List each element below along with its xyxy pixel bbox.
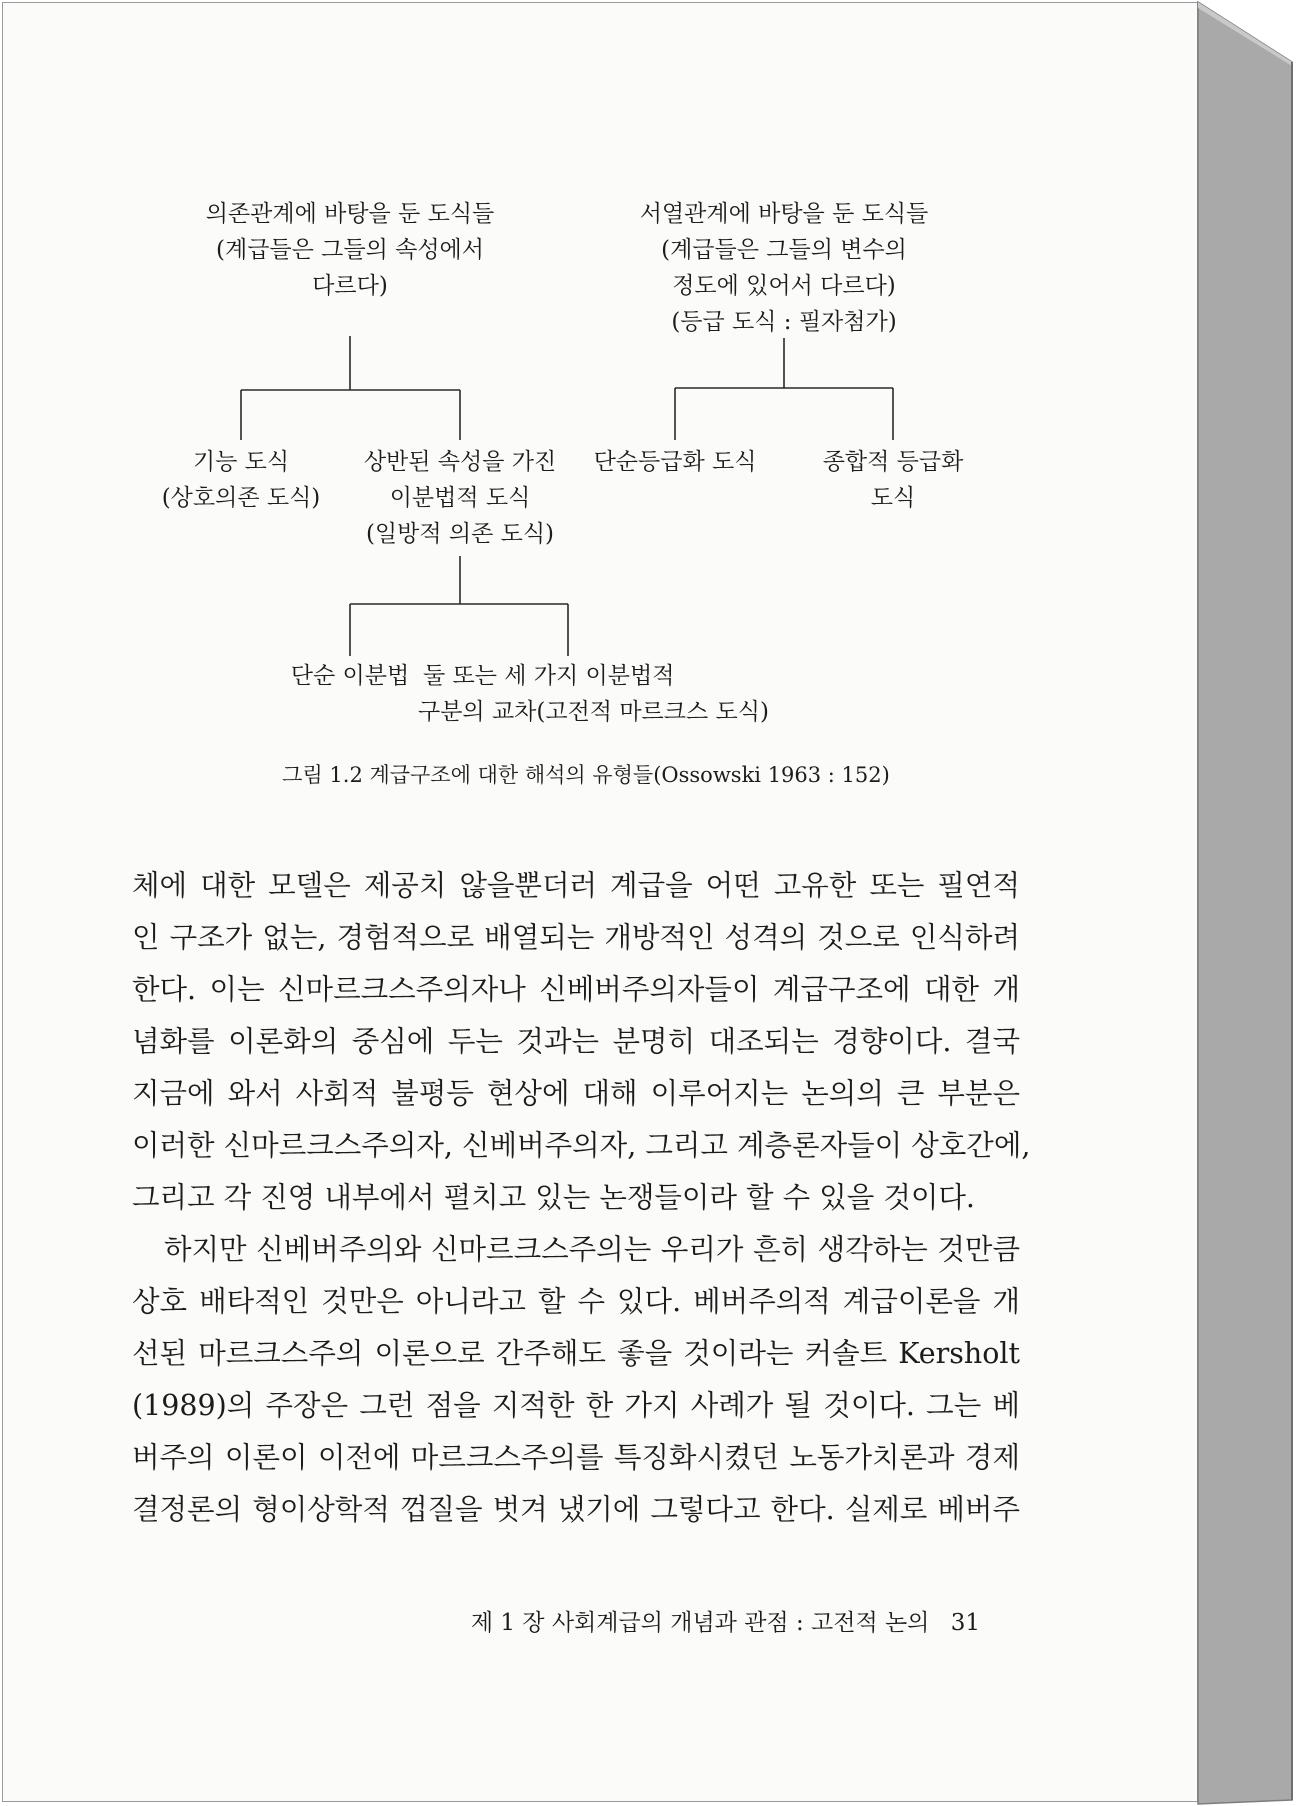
body-line-12: 버주의 이론이 이전에 마르크스주의를 특징화시켰던 노동가치론과 경제 xyxy=(132,1441,1020,1474)
body-line-10: 선된 마르크스주의 이론으로 간주해도 좋을 것이라는 커솔트 Kersholt xyxy=(132,1337,1020,1370)
simple-dichotomy-line-1: 단순 이분법 xyxy=(290,663,410,689)
synthetic-gradation-line-1: 종합적 등급화 xyxy=(822,449,964,475)
body-line-2: 인 구조가 없는, 경험적으로 배열되는 개방적인 성격의 것으로 인식하려 xyxy=(132,921,1020,954)
body-line-9: 상호 배타적인 것만은 아니라고 할 수 있다. 베버주의적 계급이론을 개 xyxy=(132,1285,1020,1318)
dichotomous-line-1: 상반된 속성을 가진 xyxy=(363,449,557,475)
dichotomous-node xyxy=(350,444,570,552)
page-footer xyxy=(440,1606,980,1640)
body-line-4: 념화를 이론화의 중심에 두는 것과는 분명히 대조되는 경향이다. 결국 xyxy=(132,1025,1020,1058)
body-line-13: 결정론의 형이상학적 껍질을 벗겨 냈기에 그렇다고 한다. 실제로 베버주 xyxy=(132,1493,1020,1526)
top-right-line-3: 정도에 있어서 다르다) xyxy=(672,273,896,299)
top-left-node xyxy=(180,196,520,304)
functional-line-2: (상호의존 도식) xyxy=(161,485,321,511)
top-left-line-2: (계급들은 그들의 속성에서 xyxy=(216,237,484,263)
functional-line-1: 기능 도식 xyxy=(192,449,290,475)
chapter-title: 제 1 장 사회계급의 개념과 관점 : 고전적 논의 xyxy=(470,1610,930,1636)
top-right-node xyxy=(614,196,954,340)
page-number: 31 xyxy=(950,1610,980,1636)
top-left-line-1: 의존관계에 바탕을 둔 도식들 xyxy=(205,201,495,227)
simple-dichotomy-node xyxy=(270,658,430,694)
body-line-11: (1989)의 주장은 그런 점을 지적한 한 가지 사례가 될 것이다. 그는 베 xyxy=(132,1389,1020,1422)
intersection-line-2: 구분의 교차(고전적 마르크스 도식) xyxy=(418,699,769,725)
body-line-7: 그리고 각 진영 내부에서 펼치고 있는 논쟁들이라 할 수 있을 것이다. xyxy=(132,1181,975,1214)
dichotomous-line-3: (일방적 의존 도식) xyxy=(365,521,555,547)
body-line-3: 한다. 이는 신마르크스주의자나 신베버주의자들이 계급구조에 대한 개 xyxy=(132,973,1020,1006)
body-line-5: 지금에 와서 사회적 불평등 현상에 대해 이루어지는 논의의 큰 부분은 xyxy=(132,1077,1020,1110)
intersection-line-1: 둘 또는 세 가지 이분법적 xyxy=(423,663,675,689)
body-paragraphs xyxy=(132,860,1031,1536)
functional-node xyxy=(131,444,351,516)
simple-gradation-node xyxy=(575,444,775,480)
top-right-line-2: (계급들은 그들의 변수의 xyxy=(661,237,907,263)
synthetic-gradation-node xyxy=(793,444,993,516)
figure-caption: 그림 1.2 계급구조에 대한 해석의 유형들(Ossowski 1963 : 152) xyxy=(282,763,890,787)
top-right-line-4: (등급 도식 : 필자첨가) xyxy=(671,309,897,335)
body-line-8: 하지만 신베버주의와 신마르크스주의는 우리가 흔히 생각하는 것만큼 xyxy=(164,1233,1020,1266)
top-left-line-3: 다르다) xyxy=(312,273,388,299)
synthetic-gradation-line-2: 도식 xyxy=(870,485,916,511)
top-right-line-1: 서열관계에 바탕을 둔 도식들 xyxy=(639,201,929,227)
body-line-1: 체에 대한 모델은 제공치 않을뿐더러 계급을 어떤 고유한 또는 필연적 xyxy=(132,869,1020,902)
intersection-node xyxy=(418,658,778,730)
dichotomous-line-2: 이분법적 도식 xyxy=(389,485,531,511)
body-line-6: 이러한 신마르크스주의자, 신베버주의자, 그리고 계층론자들이 상호간에, xyxy=(132,1129,1031,1162)
simple-gradation-line-1: 단순등급화 도식 xyxy=(593,449,757,475)
